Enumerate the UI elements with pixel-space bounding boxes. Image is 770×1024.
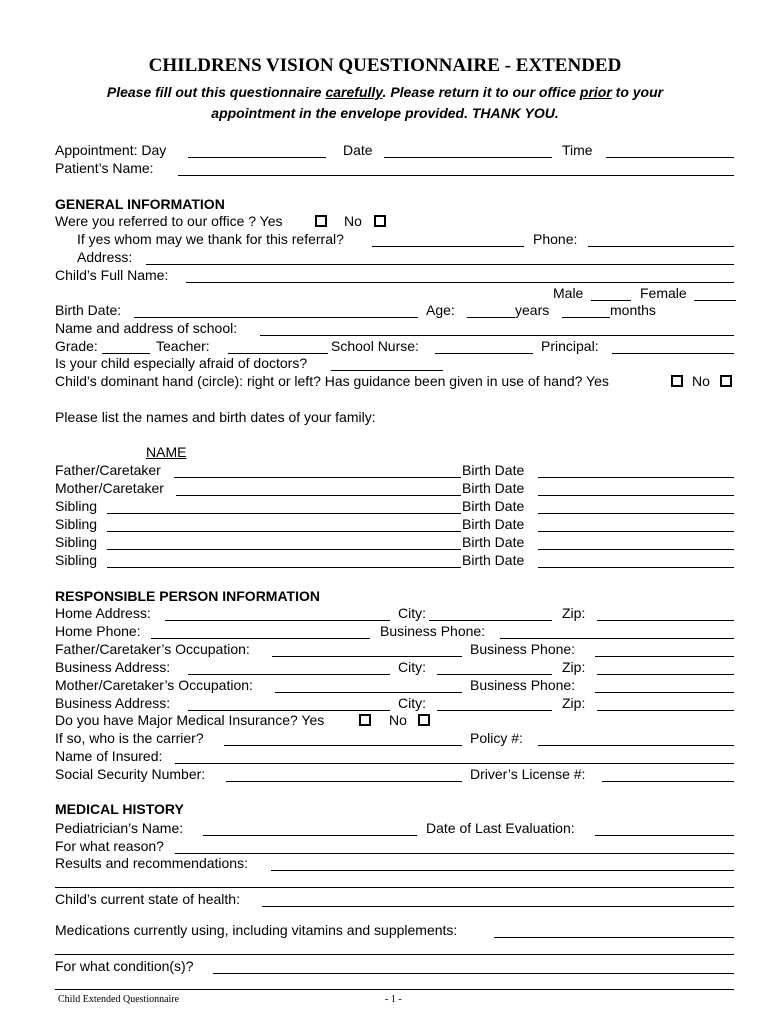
mother-city-field[interactable]: [437, 710, 552, 711]
referral-address-label: Address:: [77, 249, 133, 265]
health-field[interactable]: [262, 906, 734, 907]
instructions-line-2: appointment in the envelope provided. THANK YOU.: [211, 105, 559, 121]
school-nurse-label: School Nurse:: [331, 338, 419, 354]
referred-yes-checkbox[interactable]: [315, 215, 327, 227]
footer-document-name: Child Extended Questionnaire: [58, 994, 180, 1005]
father-occupation-field[interactable]: [272, 656, 462, 657]
referred-no-label: No: [344, 213, 362, 229]
appointment-day-label: Appointment: Day: [55, 142, 167, 158]
hand-guidance-yes-checkbox[interactable]: [671, 375, 683, 387]
family-row-label: Sibling: [55, 516, 98, 532]
referred-no-checkbox[interactable]: [374, 215, 386, 227]
page-number: - 1 -: [385, 994, 402, 1005]
female-label: Female: [640, 285, 687, 301]
mother-business-phone-label: Business Phone:: [470, 677, 576, 693]
home-address-label: Home Address:: [55, 605, 151, 621]
family-name-field[interactable]: [107, 567, 461, 568]
appointment-date-field[interactable]: [384, 157, 552, 158]
months-label: months: [610, 302, 656, 318]
carrier-field[interactable]: [224, 745, 462, 746]
appointment-date-label: Date: [343, 142, 373, 158]
reason-label: For what reason?: [55, 838, 164, 854]
last-evaluation-field[interactable]: [595, 835, 734, 836]
school-field[interactable]: [260, 335, 734, 336]
child-name-field[interactable]: [186, 282, 734, 283]
home-city-field[interactable]: [429, 620, 552, 621]
grade-label: Grade:: [55, 338, 98, 354]
family-name-field[interactable]: [107, 531, 461, 532]
dominant-hand-label: Child’s dominant hand (circle): right or left? Has guidance been given in use of hand? Yes: [55, 373, 609, 389]
policy-field[interactable]: [538, 745, 734, 746]
mother-zip-label: Zip:: [562, 695, 586, 711]
family-row-label: Mother/Caretaker: [55, 480, 164, 496]
family-birth-field[interactable]: [538, 567, 734, 568]
principal-field[interactable]: [612, 353, 734, 354]
responsible-heading: RESPONSIBLE PERSON INFORMATION: [55, 588, 320, 604]
age-label: Age:: [426, 302, 455, 318]
carrier-label: If so, who is the carrier?: [55, 730, 204, 746]
condition-field[interactable]: [213, 973, 734, 974]
home-city-label: City:: [398, 605, 426, 621]
policy-label: Policy #:: [470, 730, 523, 746]
license-label: Driver’s License #:: [470, 766, 586, 782]
family-name-header: NAME: [146, 444, 187, 460]
referral-phone-field[interactable]: [588, 246, 734, 247]
insurance-no-label: No: [389, 712, 407, 728]
home-zip-field[interactable]: [597, 620, 734, 621]
school-nurse-field[interactable]: [435, 353, 533, 354]
insured-label: Name of Insured:: [55, 748, 163, 764]
family-birth-field[interactable]: [538, 549, 734, 550]
family-birth-label: Birth Date: [462, 462, 525, 478]
last-evaluation-label: Date of Last Evaluation:: [426, 820, 575, 836]
family-row-label: Sibling: [55, 552, 98, 568]
father-business-address-label: Business Address:: [55, 659, 171, 675]
referral-name-field[interactable]: [372, 246, 524, 247]
family-birth-label: Birth Date: [462, 498, 525, 514]
family-prompt: Please list the names and birth dates of your family:: [55, 409, 376, 425]
teacher-label: Teacher:: [156, 338, 210, 354]
insurance-label: Do you have Major Medical Insurance? Yes: [55, 712, 325, 728]
page-title: CHILDRENS VISION QUESTIONNAIRE - EXTENDED: [148, 55, 622, 76]
pediatrician-field[interactable]: [203, 835, 417, 836]
referred-label: Were you referred to our office ? Yes: [55, 213, 283, 229]
home-address-field[interactable]: [165, 620, 390, 621]
business-phone-field[interactable]: [500, 638, 734, 639]
hand-guidance-no-label: No: [692, 373, 710, 389]
insurance-yes-checkbox[interactable]: [359, 714, 371, 726]
age-months-field[interactable]: [562, 317, 610, 318]
mother-business-address-label: Business Address:: [55, 695, 171, 711]
family-row-label: Sibling: [55, 498, 98, 514]
footer-rule: [55, 989, 734, 990]
family-name-field[interactable]: [174, 477, 461, 478]
instructions-line-1: Please fill out this questionnaire carefully. Please return it to our office prior to your: [106, 84, 664, 100]
male-label: Male: [553, 285, 584, 301]
school-label: Name and address of school:: [55, 320, 238, 336]
home-phone-field[interactable]: [151, 638, 370, 639]
family-birth-label: Birth Date: [462, 480, 525, 496]
female-field[interactable]: [694, 300, 736, 301]
patient-name-field[interactable]: [178, 175, 734, 176]
referral-address-field[interactable]: [146, 264, 734, 265]
referral-phone-label: Phone:: [533, 231, 578, 247]
ssn-field[interactable]: [226, 781, 462, 782]
afraid-label: Is your child especially afraid of doctors?: [55, 355, 308, 371]
mother-city-label: City:: [398, 695, 426, 711]
general-info-heading: GENERAL INFORMATION: [55, 196, 225, 212]
family-name-field[interactable]: [176, 495, 461, 496]
afraid-field[interactable]: [331, 370, 443, 371]
father-city-field[interactable]: [437, 674, 552, 675]
results-field[interactable]: [271, 870, 734, 871]
mother-zip-field[interactable]: [597, 710, 734, 711]
insured-field[interactable]: [175, 763, 734, 764]
hand-guidance-no-checkbox[interactable]: [720, 375, 732, 387]
medications-field-continued[interactable]: [55, 954, 734, 955]
father-occupation-label: Father/Caretaker’s Occupation:: [55, 641, 250, 657]
family-birth-field[interactable]: [538, 513, 734, 514]
father-business-phone-label: Business Phone:: [470, 641, 576, 657]
results-label: Results and recommendations:: [55, 855, 248, 871]
results-field-continued[interactable]: [55, 887, 734, 888]
mother-business-address-field[interactable]: [188, 710, 390, 711]
ssn-label: Social Security Number:: [55, 766, 206, 782]
health-label: Child’s current state of health:: [55, 891, 240, 907]
family-row-label: Sibling: [55, 534, 98, 550]
appointment-time-label: Time: [562, 142, 593, 158]
family-birth-label: Birth Date: [462, 516, 525, 532]
family-birth-label: Birth Date: [462, 534, 525, 550]
appointment-time-field[interactable]: [606, 157, 734, 158]
father-city-label: City:: [398, 659, 426, 675]
medications-field[interactable]: [494, 937, 734, 938]
family-name-field[interactable]: [107, 549, 461, 550]
principal-label: Principal:: [541, 338, 599, 354]
business-phone-label: Business Phone:: [380, 623, 486, 639]
home-phone-label: Home Phone:: [55, 623, 141, 639]
reason-field[interactable]: [175, 853, 734, 854]
medications-label: Medications currently using, including vitamins and supplements:: [55, 922, 458, 938]
appointment-day-field[interactable]: [188, 157, 326, 158]
years-label: years: [515, 302, 550, 318]
grade-field[interactable]: [102, 353, 150, 354]
male-field[interactable]: [591, 300, 631, 301]
father-zip-field[interactable]: [597, 674, 734, 675]
father-business-address-field[interactable]: [188, 674, 390, 675]
age-years-field[interactable]: [467, 317, 515, 318]
home-zip-label: Zip:: [562, 605, 586, 621]
pediatrician-label: Pediatrician’s Name:: [55, 820, 184, 836]
medical-heading: MEDICAL HISTORY: [55, 801, 184, 817]
mother-occupation-field[interactable]: [275, 692, 462, 693]
insurance-no-checkbox[interactable]: [418, 714, 430, 726]
family-birth-label: Birth Date: [462, 552, 525, 568]
family-row-label: Father/Caretaker: [55, 462, 161, 478]
referral-thanks-label: If yes whom may we thank for this referral?: [77, 231, 344, 247]
condition-label: For what condition(s)?: [55, 958, 194, 974]
father-zip-label: Zip:: [562, 659, 586, 675]
birth-date-label: Birth Date:: [55, 302, 122, 318]
license-field[interactable]: [602, 781, 734, 782]
mother-occupation-label: Mother/Caretaker’s Occupation:: [55, 677, 253, 693]
mother-business-phone-field[interactable]: [595, 692, 734, 693]
family-name-field[interactable]: [107, 513, 461, 514]
family-birth-field[interactable]: [538, 495, 734, 496]
family-birth-field[interactable]: [538, 531, 734, 532]
child-name-label: Child’s Full Name:: [55, 267, 169, 283]
family-birth-field[interactable]: [538, 477, 734, 478]
teacher-field[interactable]: [228, 353, 328, 354]
father-business-phone-field[interactable]: [595, 656, 734, 657]
patient-name-label: Patient’s Name:: [55, 160, 154, 176]
birth-date-field[interactable]: [134, 317, 418, 318]
